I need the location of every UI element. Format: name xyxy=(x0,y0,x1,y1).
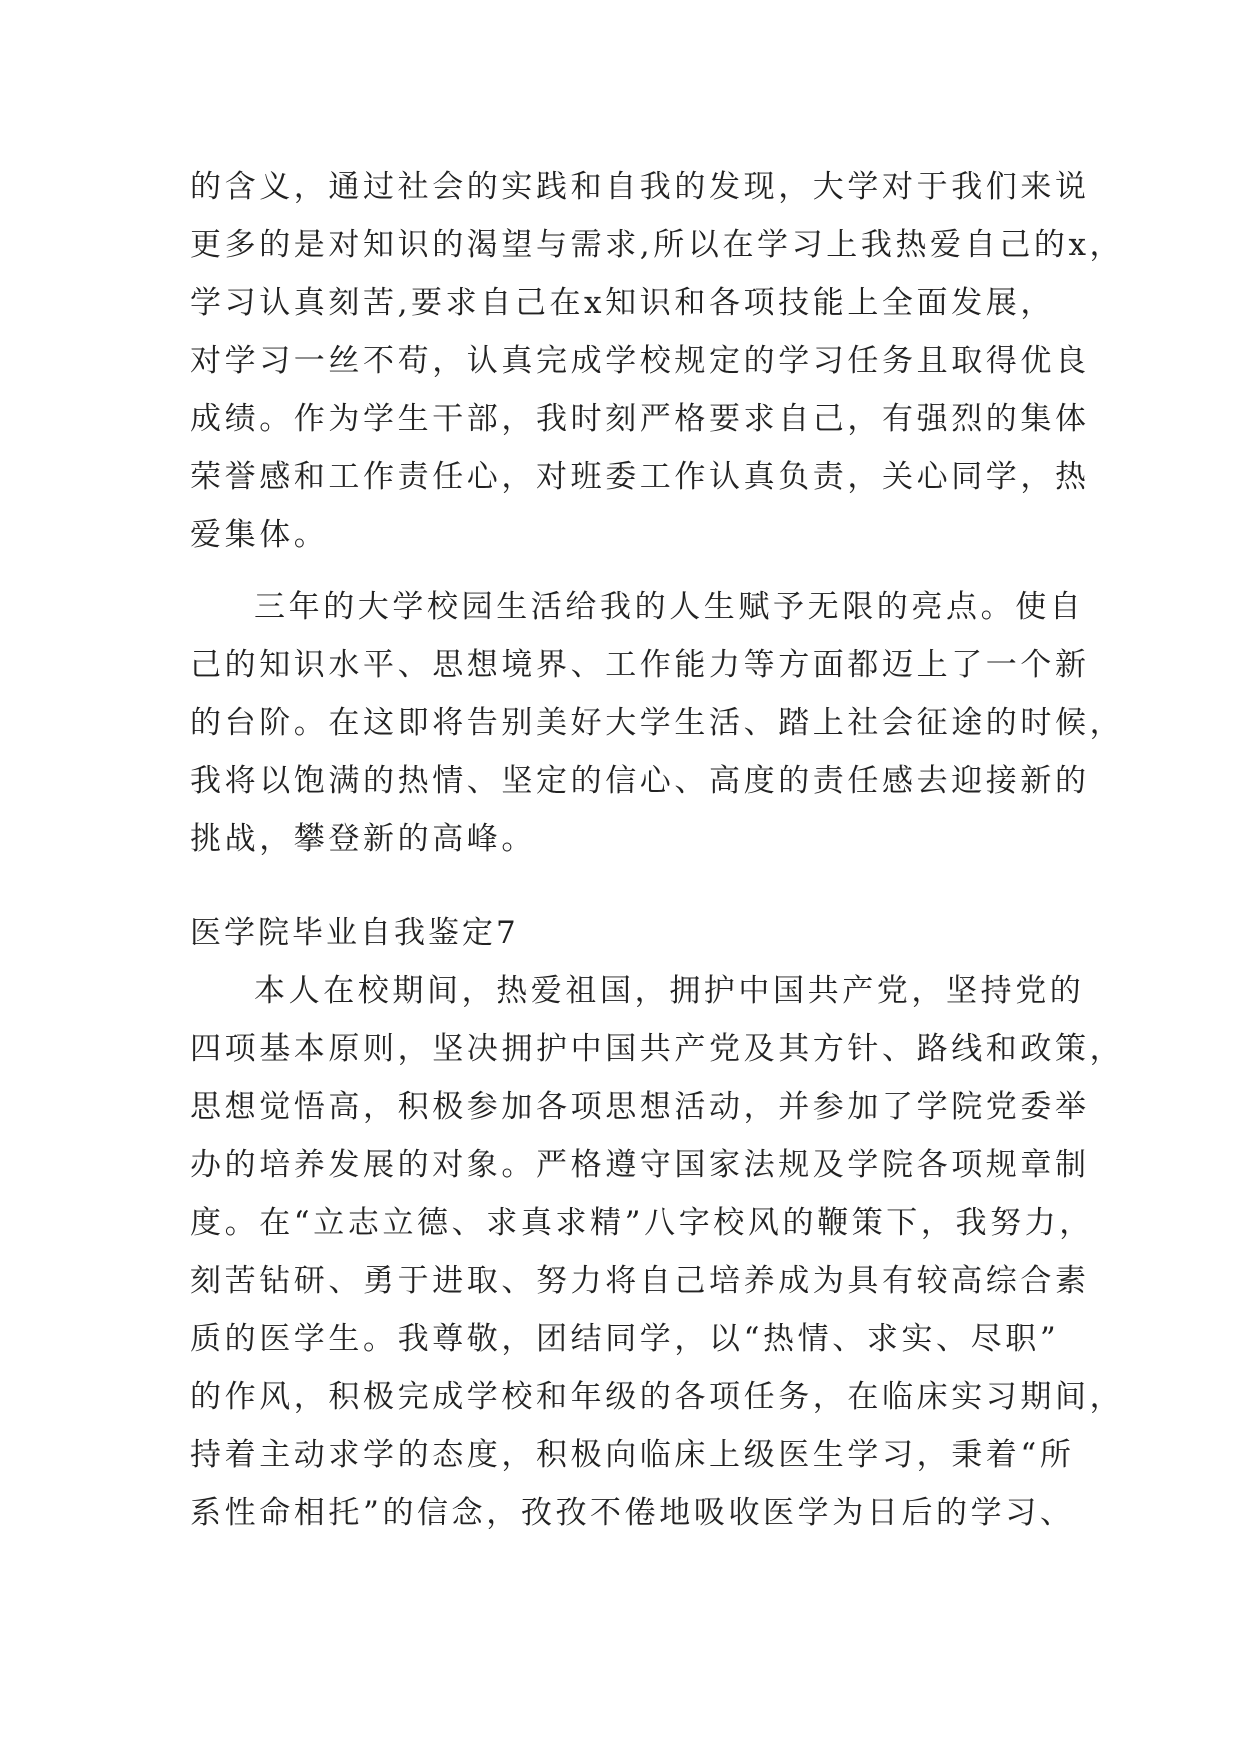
text-line: 己的知识水平、思想境界、工作能力等方面都迈上了一个新 xyxy=(190,647,1090,683)
text-line: 三年的大学校园生活给我的人生赋予无限的亮点。使自 xyxy=(254,589,1085,625)
text-line: 度。在“立志立德、求真求精”八字校风的鞭策下，我努力， xyxy=(190,1205,1094,1241)
paragraph-section7 xyxy=(190,962,1125,1542)
text-line: 学习认真刻苦,要求自己在x知识和各项技能上全面发展， xyxy=(190,285,1055,321)
text-line: 爱集体。 xyxy=(190,517,329,553)
text-line: 我将以饱满的热情、坚定的信心、高度的责任感去迎接新的 xyxy=(190,763,1090,799)
paragraph-closing xyxy=(190,578,1125,868)
text-line: 本人在校期间，热爱祖国，拥护中国共产党，坚持党的 xyxy=(254,973,1085,1009)
text-line: 办的培养发展的对象。严格遵守国家法规及学院各项规章制 xyxy=(190,1147,1090,1183)
text-line: 刻苦钻研、勇于进取、努力将自己培养成为具有较高综合素 xyxy=(190,1263,1090,1299)
text-line: 挑战，攀登新的高峰。 xyxy=(190,821,536,857)
text-line: 更多的是对知识的渴望与需求,所以在学习上我热爱自己的x， xyxy=(190,227,1125,263)
text-line: 四项基本原则，坚决拥护中国共产党及其方针、路线和政策， xyxy=(190,1031,1125,1067)
text-line: 思想觉悟高，积极参加各项思想活动，并参加了学院党委举 xyxy=(190,1089,1090,1125)
text-line: 的台阶。在这即将告别美好大学生活、踏上社会征途的时候， xyxy=(190,705,1125,741)
text-line: 的含义，通过社会的实践和自我的发现，大学对于我们来说 xyxy=(190,169,1090,205)
section-heading: 医学院毕业自我鉴定7 xyxy=(190,915,519,951)
text-line: 对学习一丝不苟，认真完成学校规定的学习任务且取得优良 xyxy=(190,343,1090,379)
paragraph-continuation xyxy=(190,158,1125,564)
text-line: 系性命相托”的信念，孜孜不倦地吸收医学为日后的学习、 xyxy=(190,1495,1075,1531)
text-line: 荣誉感和工作责任心，对班委工作认真负责，关心同学，热 xyxy=(190,459,1090,495)
text-line: 的作风，积极完成学校和年级的各项任务，在临床实习期间， xyxy=(190,1379,1125,1415)
text-line: 成绩。作为学生干部，我时刻严格要求自己，有强烈的集体 xyxy=(190,401,1090,437)
section-heading-block xyxy=(190,904,1070,962)
text-line: 质的医学生。我尊敬，团结同学，以“热情、求实、尽职” xyxy=(190,1321,1060,1357)
text-line: 持着主动求学的态度，积极向临床上级医生学习，秉着“所 xyxy=(190,1437,1075,1473)
